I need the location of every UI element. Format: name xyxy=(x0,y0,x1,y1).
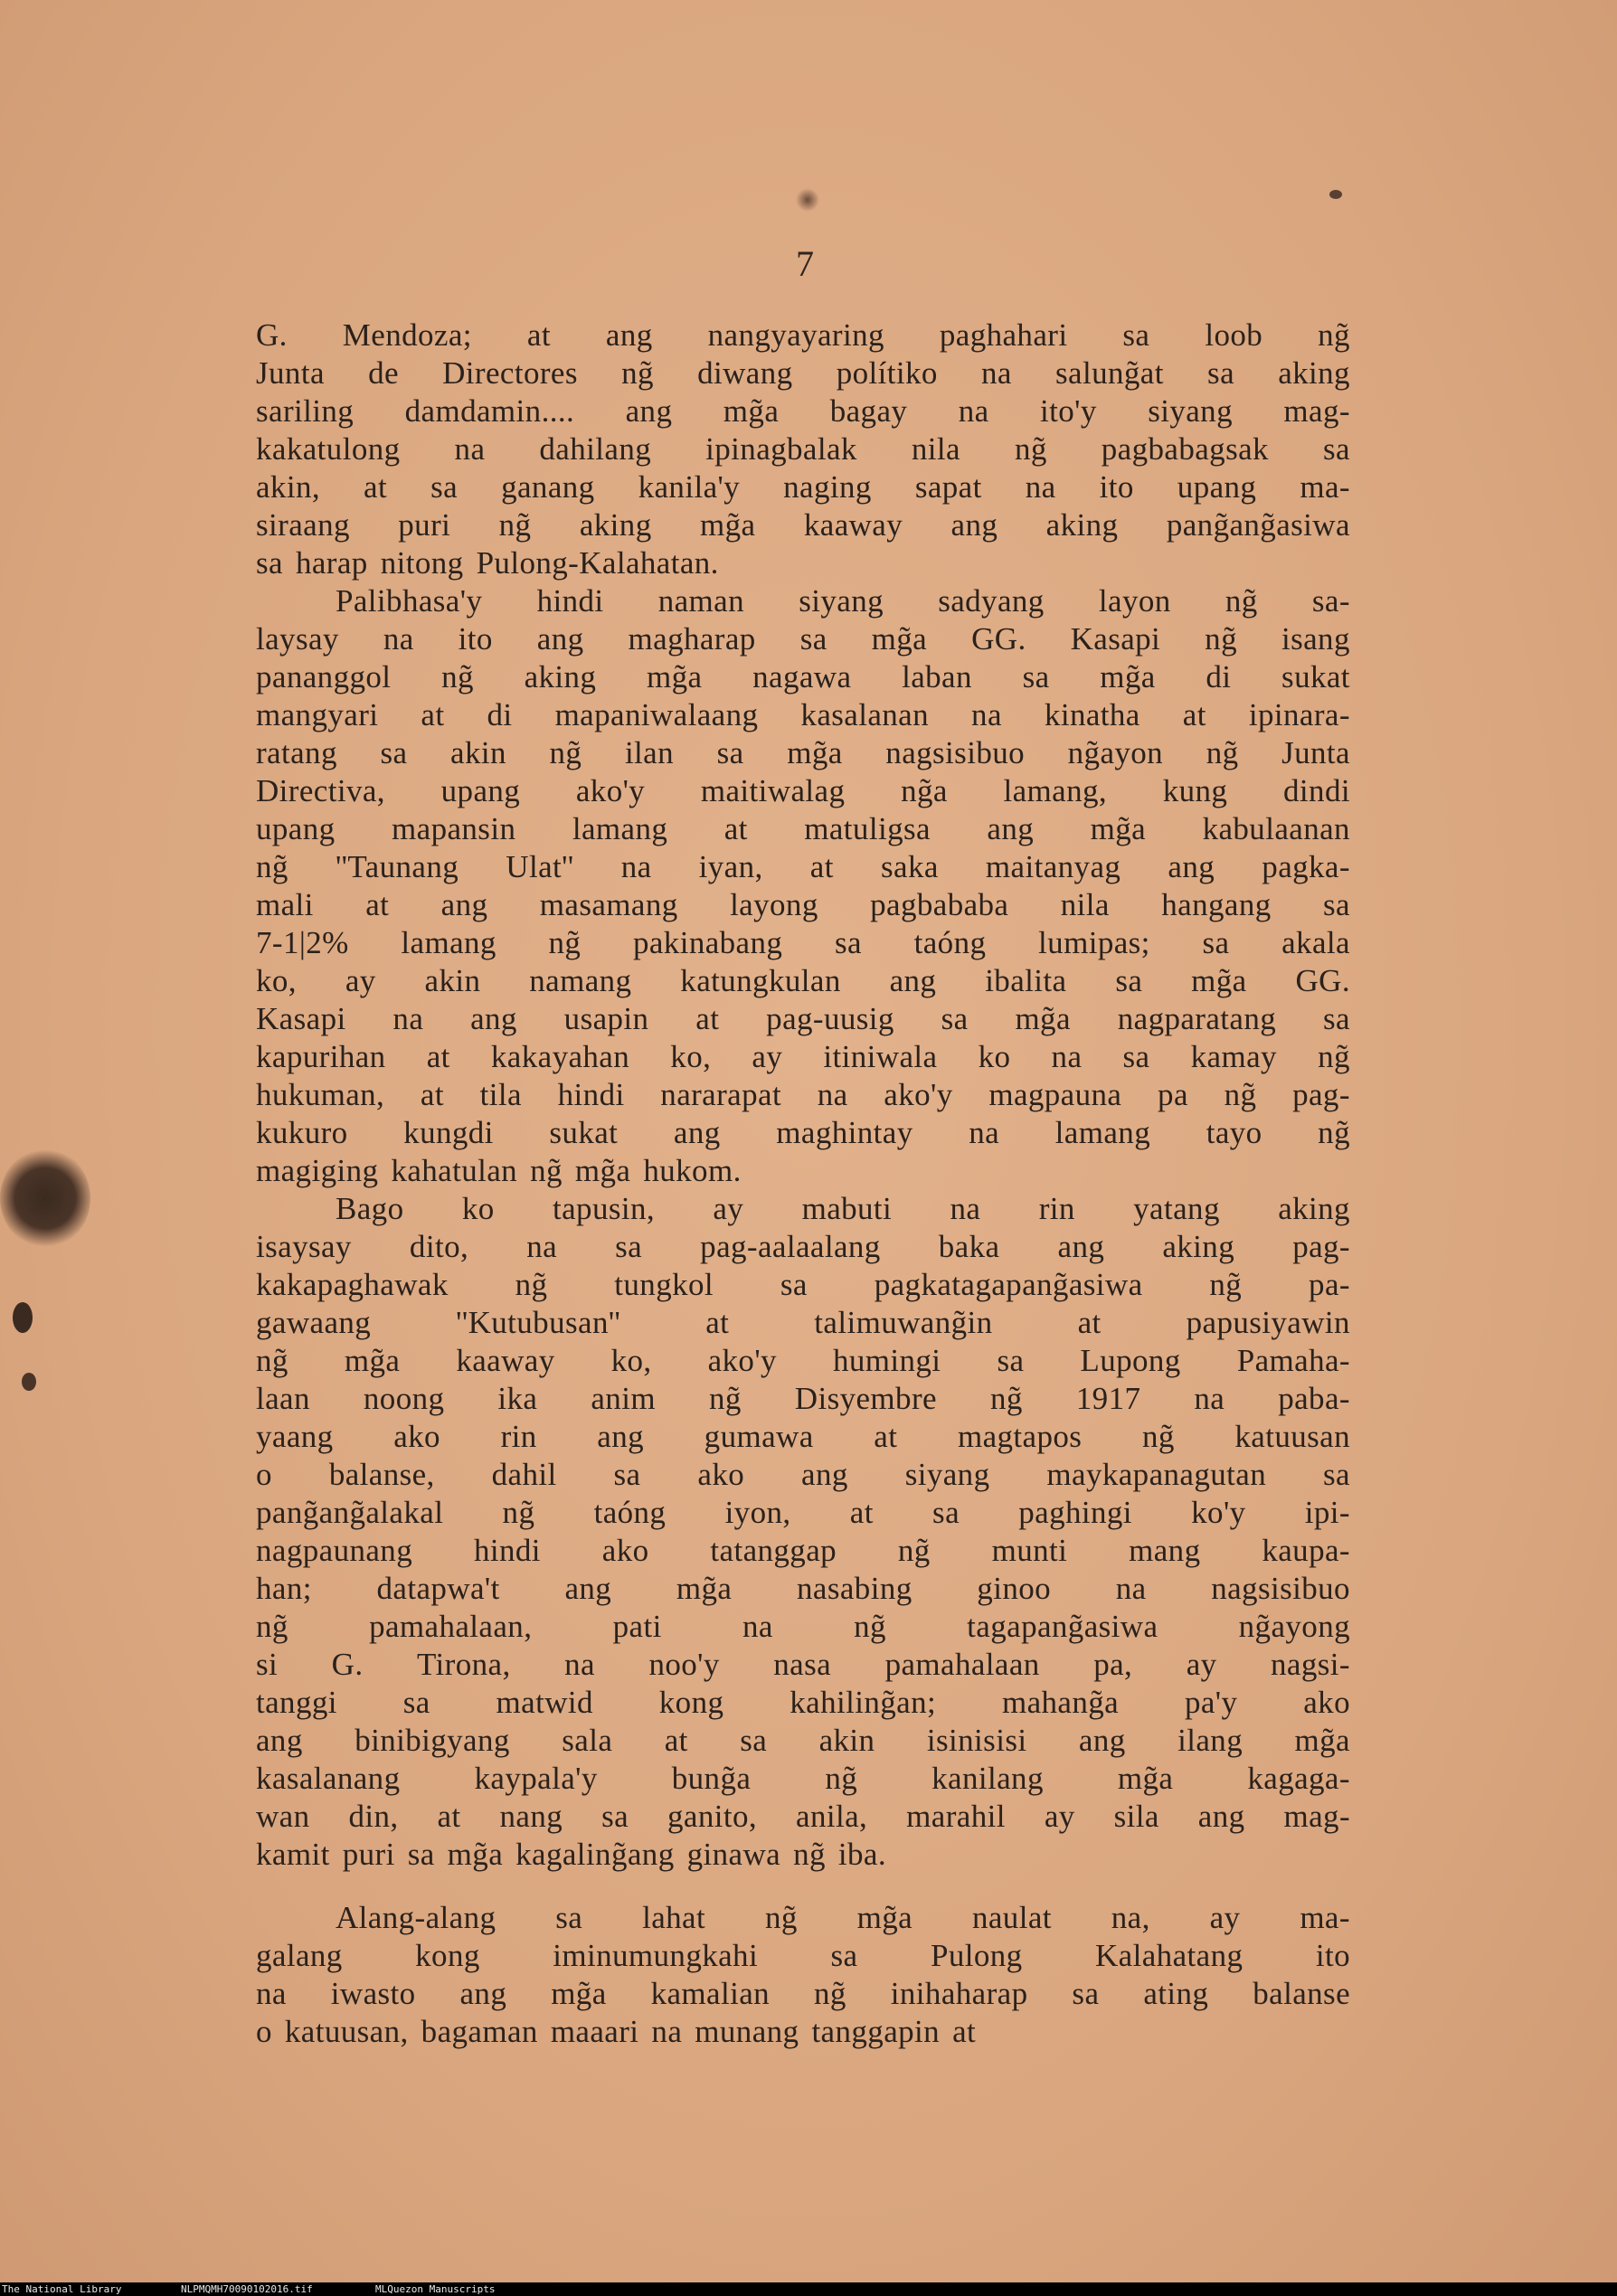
text-line: kukuro kungdi sukat ang maghintay na lamang tayo ng̃ xyxy=(256,1115,1350,1150)
text-line: Bago ko tapusin, ay mabuti na rin yatang aking xyxy=(336,1191,1350,1226)
text-line: upang mapansin lamang at matuligsa ang mg̃a kabulaanan xyxy=(256,811,1350,846)
text-line: mangyari at di mapaniwalaang kasalanan na kinatha at ipinara- xyxy=(256,697,1350,732)
text-line: wan din, at nang sa ganito, anila, marahil ay sila ang mag- xyxy=(256,1799,1350,1834)
text-line: gawaang ''Kutubusan'' at talimuwang̃in at papusiyawin xyxy=(256,1305,1350,1340)
text-line: ng̃ pamahalaan, pati na ng̃ tagapang̃asiwa ng̃ayong xyxy=(256,1609,1350,1644)
text-line: galang kong iminumungkahi sa Pulong Kalahatang ito xyxy=(256,1938,1350,1973)
text-line: sariling damdamin.... ang mg̃a bagay na ito'y siyang mag- xyxy=(256,393,1350,429)
text-line: isaysay dito, na sa pag-aalaalang baka ang aking pag- xyxy=(256,1229,1350,1264)
text-line: Junta de Directores ng̃ diwang polítiko na salung̃at sa aking xyxy=(256,355,1350,391)
text-line: kakatulong na dahilang ipinagbalak nila ng̃ pagbabagsak sa xyxy=(256,431,1350,467)
text-line: nagpaunang hindi ako tatanggap ng̃ munti mang kaupa- xyxy=(256,1533,1350,1568)
text-line: 7-1|2% lamang ng̃ pakinabang sa taóng lumipas; sa akala xyxy=(256,925,1350,960)
text-line: G. Mendoza; at ang nangyayaring paghahari sa loob ng̃ xyxy=(256,317,1350,353)
text-line: ratang sa akin ng̃ ilan sa mg̃a nagsisibuo ng̃ayon ng̃ Junta xyxy=(256,735,1350,770)
ink-speck-decoration xyxy=(13,1302,33,1333)
footer-file-label: NLPMQMH70090102016.tif xyxy=(181,2283,313,2295)
body-text-lower xyxy=(256,1899,1350,2051)
text-line: o balanse, dahil sa ako ang siyang maykapanagutan sa xyxy=(256,1457,1350,1492)
page-number: 7 xyxy=(796,243,814,284)
text-line: pananggol ng̃ aking mg̃a nagawa laban sa mg̃a di sukat xyxy=(256,659,1350,694)
text-line: siraang puri ng̃ aking mg̃a kaaway ang aking pang̃ang̃asiwa xyxy=(256,507,1350,543)
text-line: Alang-alang sa lahat ng̃ mg̃a naulat na, ay ma- xyxy=(336,1900,1350,1935)
paragraph-4 xyxy=(256,1899,1350,2051)
text-line: ko, ay akin namang katungkulan ang ibalita sa mg̃a GG. xyxy=(256,963,1350,998)
text-line: laan noong ika anim ng̃ Disyembre ng̃ 1917 na paba- xyxy=(256,1381,1350,1416)
text-line: kasalanang kaypala'y bung̃a ng̃ kanilang mg̃a kagaga- xyxy=(256,1761,1350,1796)
text-line: yaang ako rin ang gumawa at magtapos ng̃ katuusan xyxy=(256,1419,1350,1454)
text-line: laysay na ito ang magharap sa mg̃a GG. Kasapi ng̃ isang xyxy=(256,621,1350,657)
body-text-upper xyxy=(256,317,1350,1874)
ink-speck-decoration xyxy=(796,188,819,212)
text-line: Kasapi na ang usapin at pag-uusig sa mg̃a nagparatang sa xyxy=(256,1001,1350,1036)
text-line: han; datapwa't ang mg̃a nasabing ginoo na nagsisibuo xyxy=(256,1571,1350,1606)
text-line: na iwasto ang mg̃a kamalian ng̃ inihaharap sa ating balanse xyxy=(256,1976,1350,2011)
text-line: akin, at sa ganang kanila'y naging sapat na ito upang ma- xyxy=(256,469,1350,505)
text-line: tanggi sa matwid kong kahiling̃an; mahang̃a pa'y ako xyxy=(256,1685,1350,1720)
text-line: Directiva, upang ako'y maitiwalag ng̃a lamang, kung dindi xyxy=(256,773,1350,808)
paragraph-2 xyxy=(256,582,1350,1190)
ink-speck-decoration xyxy=(1329,190,1342,199)
text-line: ang binibigyang sala at sa akin isinisisi ang ilang mg̃a xyxy=(256,1723,1350,1758)
text-line: kamit puri sa mg̃a kagaling̃ang ginawa ng̃ iba. xyxy=(256,1837,886,1872)
text-line: sa harap nitong Pulong-Kalahatan. xyxy=(256,545,719,581)
text-line: magiging kahatulan ng̃ mg̃a hukom. xyxy=(256,1153,742,1188)
text-line: kakapaghawak ng̃ tungkol sa pagkatagapang̃asiwa ng̃ pa- xyxy=(256,1267,1350,1302)
text-line: o katuusan, bagaman maaari na munang tanggapin at xyxy=(256,2014,977,2049)
text-line: ng̃ mg̃a kaaway ko, ako'y humingi sa Lupong Pamaha- xyxy=(256,1343,1350,1378)
paragraph-3 xyxy=(256,1190,1350,1874)
footer-collection-label: MLQuezon Manuscripts xyxy=(375,2283,496,2295)
text-line: hukuman, at tila hindi nararapat na ako'y magpauna pa ng̃ pag- xyxy=(256,1077,1350,1112)
paragraph-1 xyxy=(256,317,1350,582)
scan-footer-strip xyxy=(0,2282,1617,2296)
text-line: si G. Tirona, na noo'y nasa pamahalaan pa, ay nagsi- xyxy=(256,1647,1350,1682)
text-line: kapurihan at kakayahan ko, ay itiniwala ko na sa kamay ng̃ xyxy=(256,1039,1350,1074)
text-line: mali at ang masamang layong pagbababa nila hangang sa xyxy=(256,887,1350,922)
ink-stain-decoration xyxy=(0,1148,90,1248)
text-line: pang̃ang̃alakal ng̃ taóng iyon, at sa paghingi ko'y ipi- xyxy=(256,1495,1350,1530)
ink-speck-decoration xyxy=(22,1373,36,1391)
text-line: Palibhasa'y hindi naman siyang sadyang layon ng̃ sa- xyxy=(336,583,1350,619)
text-line: ng̃ ''Taunang Ulat'' na iyan, at saka maitanyag ang pagka- xyxy=(256,849,1350,884)
footer-library-label: The National Library xyxy=(2,2283,122,2295)
